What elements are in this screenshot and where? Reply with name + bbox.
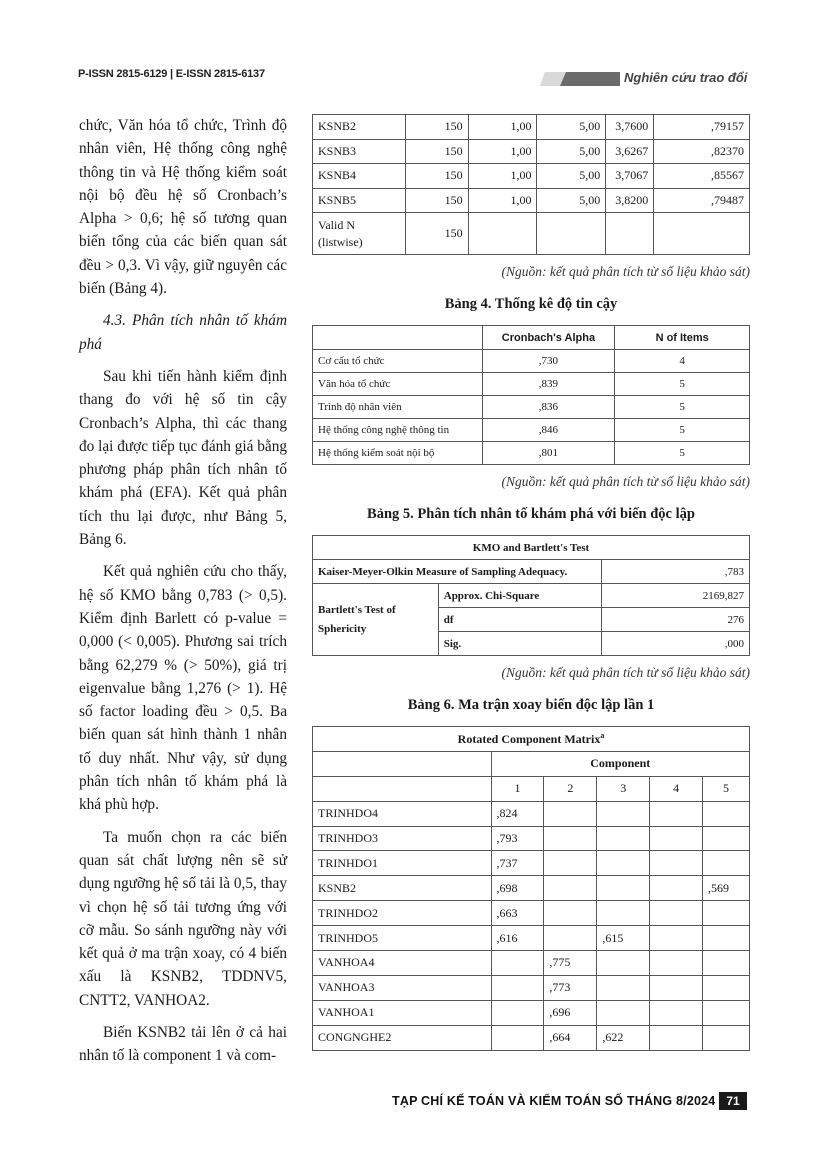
- paragraph-4: Ta muốn chọn ra các biến quan sát chất lượng nên sẽ sử dụng ngưỡng hệ số tải là 0,5, thay vì chọn hệ số tải tương ứng với cỡ mẫu. So sánh ngưỡng này với kết quả ở ma trận xoay, có 4 biến xấu là KSNB2, TDDNV5, CNTT2, VANHOA2.: [79, 828, 287, 1009]
- row-label: KSNB5: [313, 188, 406, 213]
- table-cell: [597, 951, 650, 976]
- row-label: TRINHDO3: [313, 826, 492, 851]
- subsection-heading: 4.3. Phân tích nhân tố khám phá: [79, 312, 287, 353]
- source-note: (Nguồn: kết quả phân tích từ số liệu khảo sát): [501, 264, 750, 279]
- table-cell: 4: [615, 350, 750, 373]
- table-row: [313, 164, 750, 189]
- table-cell: [597, 975, 650, 1000]
- chi-square-label: Approx. Chi-Square: [438, 584, 602, 608]
- table-cell: [650, 901, 703, 926]
- table5-title: Bảng 5. Phân tích nhân tố khám phá với biến độc lập: [367, 506, 695, 522]
- table-cell: [597, 801, 650, 826]
- table-row: [313, 584, 750, 608]
- df-value: 276: [602, 608, 750, 632]
- table-row: [313, 188, 750, 213]
- table-cell: ,801: [482, 442, 615, 465]
- source-note: (Nguồn: kết quả phân tích từ số liệu khảo sát): [501, 665, 750, 680]
- kmo-bartlett-table: [312, 535, 750, 656]
- table-cell: 1,00: [468, 164, 537, 189]
- table-cell: [491, 1000, 544, 1025]
- row-label: KSNB2: [313, 115, 406, 140]
- table-cell: 3,7067: [606, 164, 654, 189]
- row-label: VANHOA4: [313, 951, 492, 976]
- row-label: KSNB4: [313, 164, 406, 189]
- component-col-header: 4: [650, 776, 703, 801]
- table-cell: ,836: [482, 396, 615, 419]
- table-cell: 5,00: [537, 115, 606, 140]
- source-note: (Nguồn: kết quả phân tích từ số liệu khảo sát): [501, 474, 750, 489]
- table-row: [313, 951, 750, 976]
- table-row: [313, 396, 750, 419]
- row-label: TRINHDO2: [313, 901, 492, 926]
- table-row: [313, 801, 750, 826]
- rotated-component-matrix: [312, 726, 750, 1051]
- row-label: KSNB2: [313, 876, 492, 901]
- table-cell: ,775: [544, 951, 597, 976]
- table-header-row: [313, 536, 750, 560]
- reliability-table: [312, 325, 750, 465]
- descriptive-stats-table: [312, 114, 750, 255]
- paragraph-2: Sau khi tiến hành kiểm định thang đo với hệ số tin cậy Cronbach’s Alpha, thì các thang đo lại được tiếp tục đánh giá bằng phương pháp phân tích nhân tố khám phá (EFA). Kết quả phân tích thu lại được, như Bảng 5, Bảng 6.: [79, 367, 287, 549]
- table-cell: ,85567: [654, 164, 750, 189]
- table-cell: 1,00: [468, 115, 537, 140]
- table-cell: [703, 1025, 750, 1050]
- table-row: [313, 975, 750, 1000]
- table-cell: ,696: [544, 1000, 597, 1025]
- table-cell: [650, 1025, 703, 1050]
- row-label: TRINHDO5: [313, 926, 492, 951]
- table-cell: [597, 1000, 650, 1025]
- paragraph-1: chức, Văn hóa tổ chức, Trình độ nhân viên, Hệ thống công nghệ thông tin và Hệ thống kiểm soát nội bộ đều hệ số Cronbach’s Alpha > 0,6; hệ số tương quan biến tổng của các biến quan sát đều > 0,3. Vì vậy, giữ nguyên các biến (Bảng 4).: [79, 117, 287, 298]
- table-header-row: [313, 776, 750, 801]
- table-cell: [544, 801, 597, 826]
- table-cell: ,730: [482, 350, 615, 373]
- table-cell: 5: [615, 419, 750, 442]
- table-cell: ,663: [491, 901, 544, 926]
- table-cell: [703, 851, 750, 876]
- table-cell: ,569: [703, 876, 750, 901]
- left-column: [79, 114, 287, 1077]
- table-cell: [650, 801, 703, 826]
- table-cell: 5,00: [537, 139, 606, 164]
- row-label: Cơ cấu tổ chức: [313, 350, 483, 373]
- row-label: VANHOA3: [313, 975, 492, 1000]
- table-cell: 3,8200: [606, 188, 654, 213]
- table-header-row: [313, 326, 750, 350]
- table-cell: 1,00: [468, 188, 537, 213]
- component-col-header: 1: [491, 776, 544, 801]
- table-cell: [703, 826, 750, 851]
- table-cell: ,622: [597, 1025, 650, 1050]
- table-cell: 150: [405, 115, 468, 140]
- table-row: [313, 373, 750, 396]
- table-cell: [650, 851, 703, 876]
- table-cell: 5: [615, 373, 750, 396]
- bartlett-label: Bartlett's Test of Sphericity: [313, 584, 439, 656]
- row-label: TRINHDO1: [313, 851, 492, 876]
- col-cronbach-alpha: Cronbach's Alpha: [482, 326, 615, 350]
- table-row: [313, 851, 750, 876]
- row-label: TRINHDO4: [313, 801, 492, 826]
- table-cell: [597, 876, 650, 901]
- table-cell: [650, 826, 703, 851]
- component-col-header: 2: [544, 776, 597, 801]
- sig-label: Sig.: [438, 632, 602, 656]
- table-row: [313, 442, 750, 465]
- table-cell: [544, 826, 597, 851]
- table-cell: 5: [615, 442, 750, 465]
- right-column: [312, 114, 750, 1051]
- row-label: Hệ thống kiểm soát nội bộ: [313, 442, 483, 465]
- paragraph-5: Biến KSNB2 tải lên ở cả hai nhân tố là component 1 và com-: [79, 1023, 287, 1065]
- table-cell: ,615: [597, 926, 650, 951]
- issn-line: P-ISSN 2815-6129 | E-ISSN 2815-6137: [78, 68, 265, 80]
- table-cell: ,664: [544, 1025, 597, 1050]
- table-cell: [544, 901, 597, 926]
- table-row: [313, 560, 750, 584]
- sig-value: ,000: [602, 632, 750, 656]
- table-row: [313, 1000, 750, 1025]
- valid-n-value: 150: [405, 213, 468, 255]
- table-row: [313, 926, 750, 951]
- table-cell: [491, 1025, 544, 1050]
- table-cell: ,737: [491, 851, 544, 876]
- table-cell: 3,6267: [606, 139, 654, 164]
- table-header-row: [313, 727, 750, 752]
- table-cell: 150: [405, 188, 468, 213]
- table-row: [313, 419, 750, 442]
- table-header-row: [313, 751, 750, 776]
- table-cell: [650, 1000, 703, 1025]
- table-cell: [544, 926, 597, 951]
- table-cell: [703, 975, 750, 1000]
- col-n-items: N of Items: [615, 326, 750, 350]
- row-label: Hệ thống công nghệ thông tin: [313, 419, 483, 442]
- df-label: df: [438, 608, 602, 632]
- section-title: Nghiên cứu trao đổi: [624, 70, 748, 85]
- table-cell: [597, 901, 650, 926]
- chi-square-value: 2169,827: [602, 584, 750, 608]
- table-row: [313, 350, 750, 373]
- table-row: [313, 115, 750, 140]
- row-label: Văn hóa tổ chức: [313, 373, 483, 396]
- component-col-header: 3: [597, 776, 650, 801]
- table-cell: ,793: [491, 826, 544, 851]
- table-cell: [544, 876, 597, 901]
- table-cell: ,698: [491, 876, 544, 901]
- table-cell: [491, 951, 544, 976]
- kmo-value: ,783: [602, 560, 750, 584]
- matrix-header: Rotated Component Matrix$^a$: [313, 727, 750, 752]
- table-cell: ,773: [544, 975, 597, 1000]
- table-cell: 5: [615, 396, 750, 419]
- table-cell: ,79487: [654, 188, 750, 213]
- row-label: Trình độ nhân viên: [313, 396, 483, 419]
- header-decor-bar-dark: [560, 72, 620, 86]
- table6-title: Bảng 6. Ma trận xoay biến độc lập lần 1: [407, 697, 655, 713]
- component-label: Component: [491, 751, 749, 776]
- table-cell: [650, 926, 703, 951]
- journal-footer: TẠP CHÍ KẾ TOÁN VÀ KIỂM TOÁN SỐ THÁNG 8/2024: [392, 1094, 716, 1108]
- table-cell: [650, 975, 703, 1000]
- table-cell: ,839: [482, 373, 615, 396]
- table-cell: [703, 801, 750, 826]
- table-cell: [703, 926, 750, 951]
- table-cell: ,79157: [654, 115, 750, 140]
- table-cell: [703, 951, 750, 976]
- table-cell: [491, 975, 544, 1000]
- table-cell: ,82370: [654, 139, 750, 164]
- table-cell: [597, 826, 650, 851]
- row-label: CONGNGHE2: [313, 1025, 492, 1050]
- table-row: [313, 901, 750, 926]
- valid-n-label: Valid N (listwise): [313, 213, 406, 255]
- table-row: [313, 876, 750, 901]
- table-cell: [650, 951, 703, 976]
- table-cell: 5,00: [537, 188, 606, 213]
- table-cell: 150: [405, 139, 468, 164]
- table-row: [313, 1025, 750, 1050]
- paragraph-3: Kết quả nghiên cứu cho thấy, hệ số KMO bằng 0,783 (> 0,5). Kiểm định Barlett có p-value = 0,000 (< 0,005). Phương sai trích bằng 62,279 % (> 50%), giá trị eigenvalue bằng 1,276 (> 1). Hệ số factor loading đều > 0,5. Ba biến quan sát hình thành 1 nhân tố duy nhất. Như vậy, sử dụng phân tích nhân tố khám phá là khá phù hợp.: [79, 563, 287, 814]
- table-cell: [597, 851, 650, 876]
- component-col-header: 5: [703, 776, 750, 801]
- row-label: KSNB3: [313, 139, 406, 164]
- table-row: [313, 213, 750, 255]
- table-row: [313, 139, 750, 164]
- table-cell: [703, 1000, 750, 1025]
- table-cell: 150: [405, 164, 468, 189]
- table-cell: 3,7600: [606, 115, 654, 140]
- table4-title: Bảng 4. Thống kê độ tin cậy: [444, 296, 618, 312]
- table-cell: ,824: [491, 801, 544, 826]
- table-cell: ,846: [482, 419, 615, 442]
- table-cell: 1,00: [468, 139, 537, 164]
- table-cell: [703, 901, 750, 926]
- table-cell: [650, 876, 703, 901]
- table-cell: [544, 851, 597, 876]
- page-number: 71: [719, 1092, 747, 1110]
- kmo-table-header: KMO and Bartlett's Test: [313, 536, 750, 560]
- table-row: [313, 826, 750, 851]
- table-cell: 5,00: [537, 164, 606, 189]
- table-cell: ,616: [491, 926, 544, 951]
- kmo-label: Kaiser-Meyer-Olkin Measure of Sampling Adequacy.: [313, 560, 602, 584]
- row-label: VANHOA1: [313, 1000, 492, 1025]
